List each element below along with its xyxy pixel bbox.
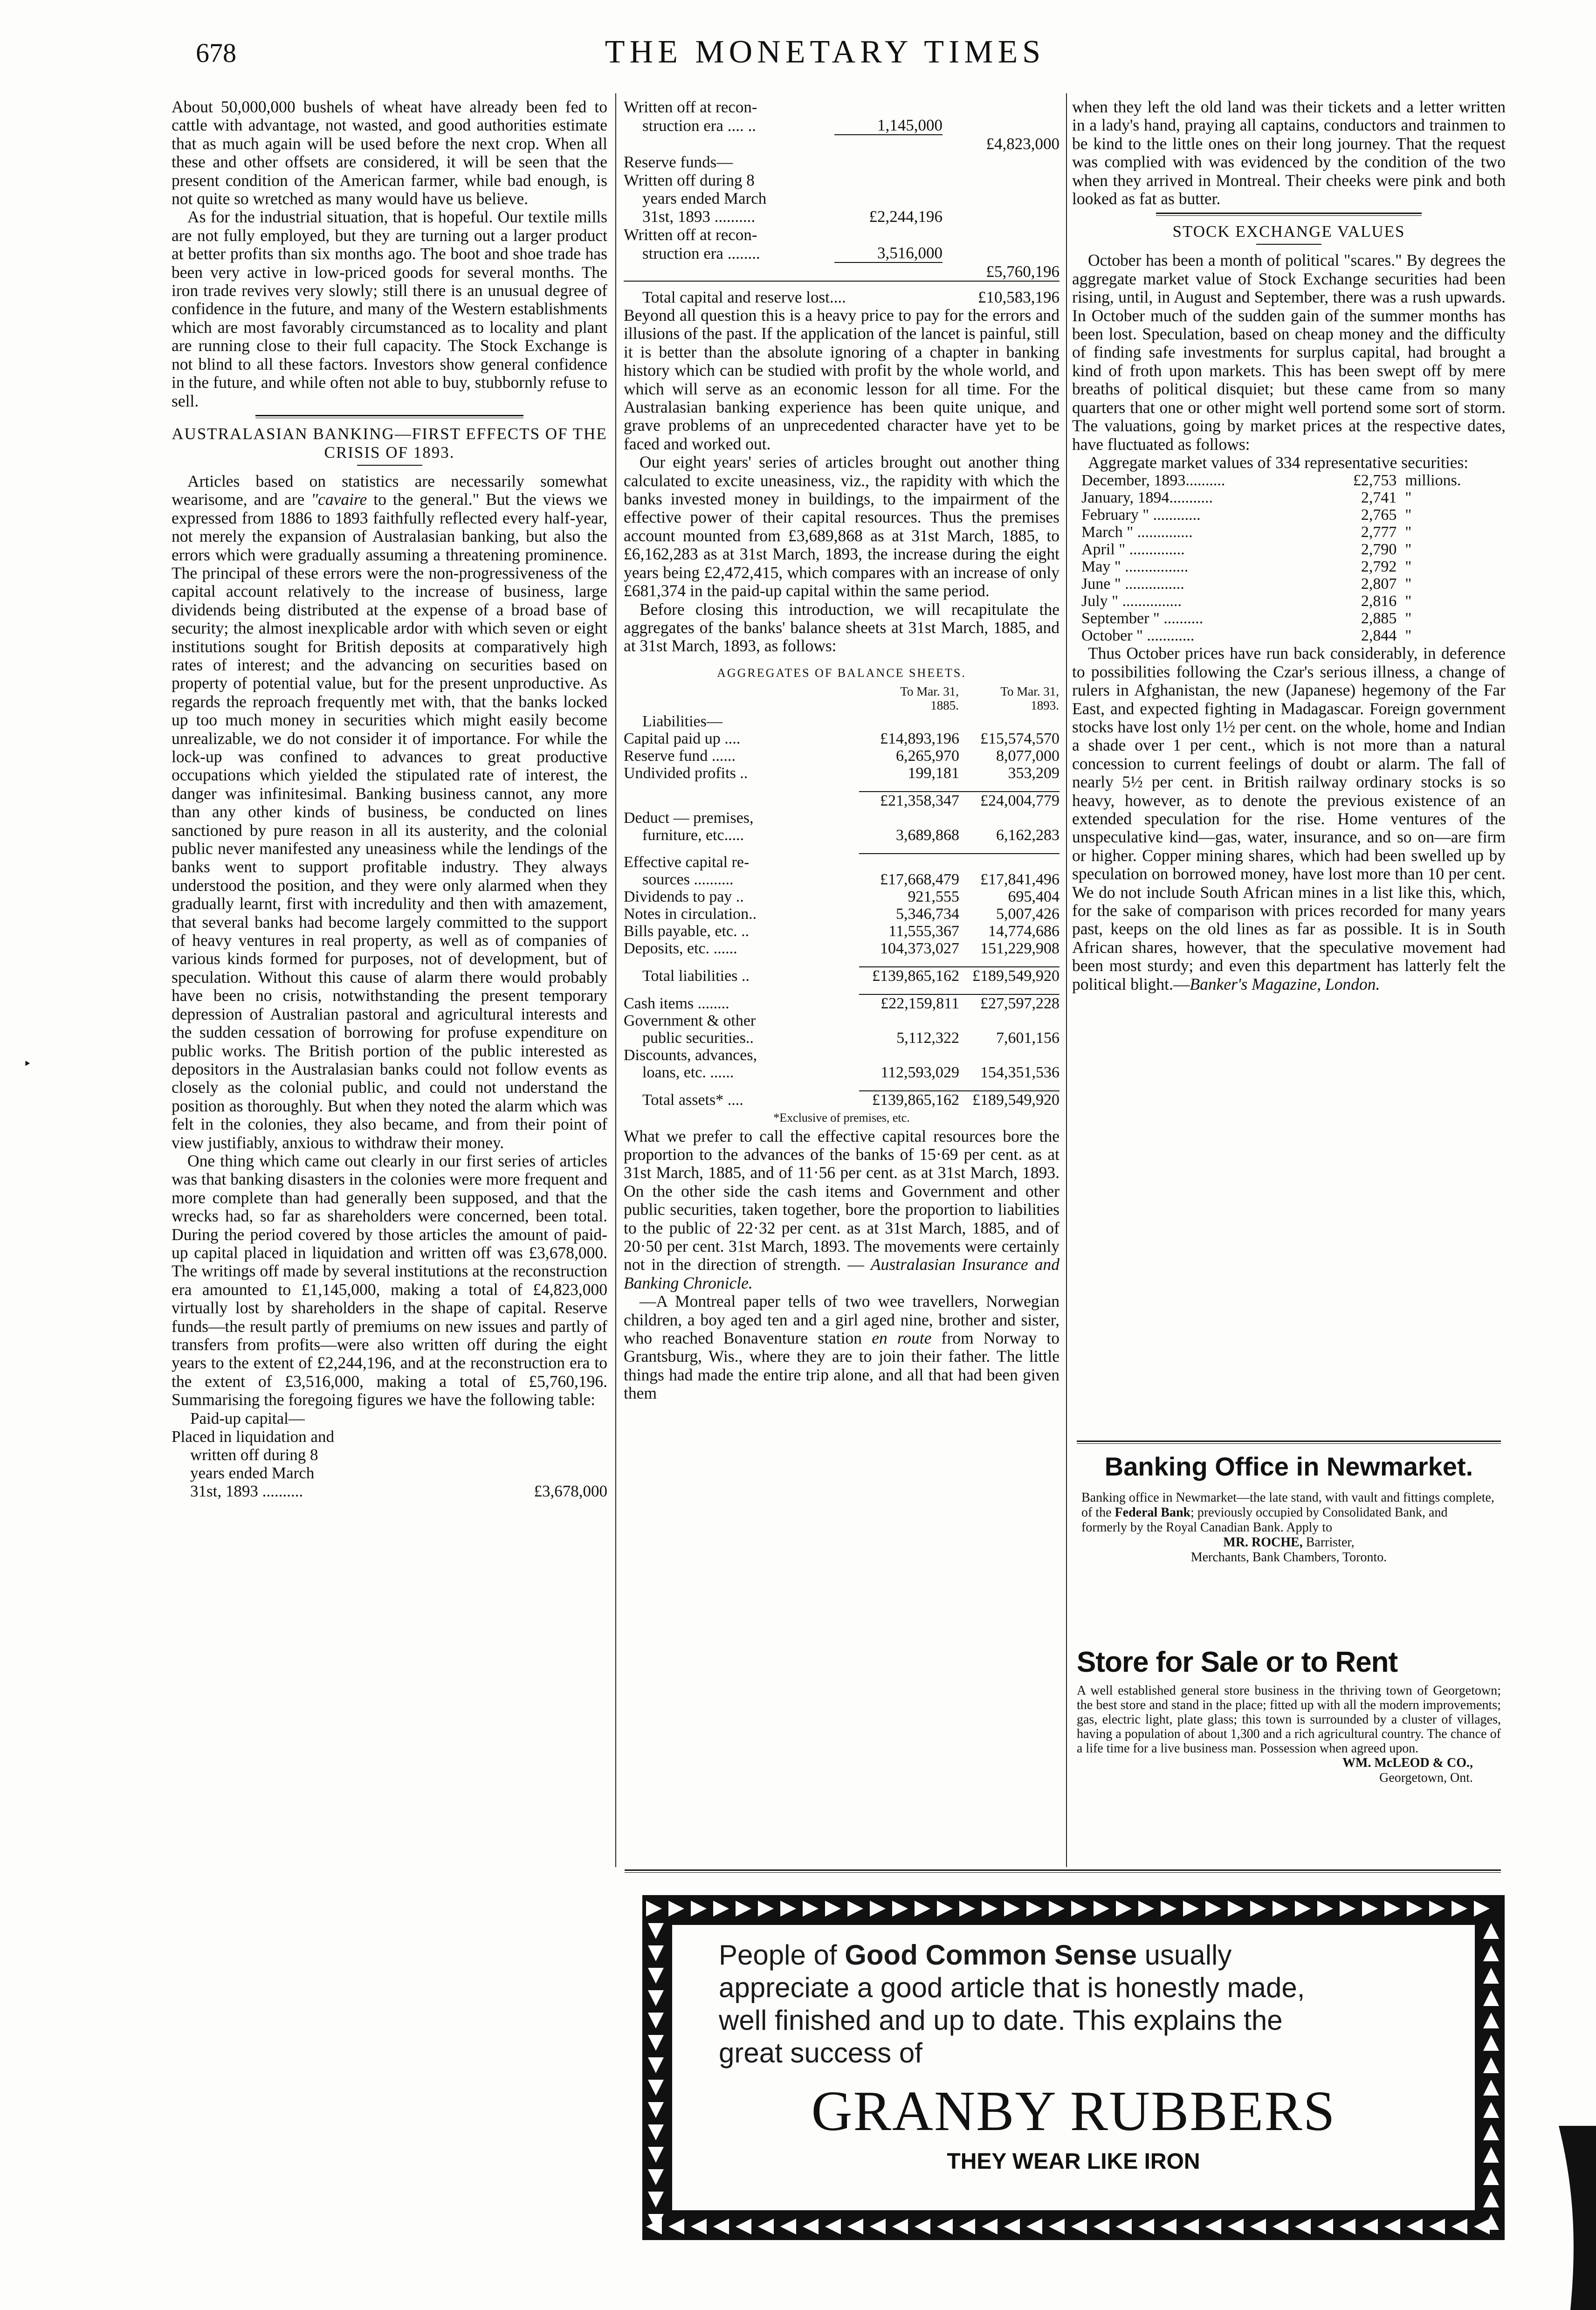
- page-number: 678: [196, 38, 236, 68]
- table-row: Notes in circulation.. 5,346,734 5,007,426: [624, 905, 1059, 923]
- column-rule: [615, 93, 616, 1867]
- article-paragraph: What we prefer to call the effective capital resources bore the proportion to the advances of the banks of 15·69 per cent. as at 31st March, 1885, and of 11·56 per cent. as at 31st March, 1893. On the other side the cash items and Government and other public securities, taken together, bore the proportion to liabilities to the public of 22·32 per cent. as at 31st March, 1885, and of 20·50 per cent. 31st March, 1893. The movements were certainly not in the direction of strength. — Australasian Insurance and Banking Chronicle.: [624, 1126, 1060, 1292]
- section-title: AUSTRALASIAN BANKING—FIRST EFFECTS OF THE CRISIS OF 1893.: [172, 424, 607, 462]
- column-rule: [1066, 93, 1067, 1867]
- article-paragraph: Our eight years' series of articles brought out another thing calculated to excite uneasiness, viz., the rapidity with which the banks invested money in buildings, to the impairment of the effective power of their capital resources. Thus the premises account mounted from £3,689,868 as at 31st March, 1885, to £6,162,283 as at 31st March, 1893, the increase during the eight years being £2,472,415, which compares with an increase of only £681,374 in the paid-up capital within the same period.: [624, 453, 1059, 600]
- binding-edge: [1545, 2126, 1596, 2310]
- ad-address: Merchants, Bank Chambers, Toronto.: [1190, 1550, 1387, 1565]
- table-row: £21,358,347 £24,004,779: [624, 792, 1059, 809]
- table-row: Total liabilities .. £139,865,162 £189,549,920: [642, 967, 1059, 985]
- table-row: October " ............ 2,844 ": [1081, 627, 1412, 645]
- table-row: public securities.. 5,112,322 7,601,156: [642, 1029, 1059, 1047]
- article-paragraph: October has been a month of political "scares." By degrees the aggregate market value of Stock Exchange securities had been rising, until, in August and September, there was a rush upwards. In October much of the sudden gain of the summer months has been lost. Speculation, based on cheap money and the difficulty of finding safe investments for surplus capital, had brought a kind of froth upon markets. This has been swept off by mere breaths of political disquiet; but these came from so many quarters that one or other might well portend some sort of storm. The valuations, going by market prices at the respective dates, have fluctuated as follows:: [1072, 251, 1506, 454]
- article-paragraph: Before closing this introduction, we will recapitulate the aggregates of the banks' balance sheets at 31st March, 1885, and at 31st March, 1893, as follows:: [624, 600, 1059, 655]
- ad-signature: WM. McLEOD & CO.,: [1342, 1756, 1473, 1770]
- balance-sheet-table: To Mar. 31, 1885. To Mar. 31, 1893. Liabilities— Capital paid up .... £14,893,196 £15,574,570 Reserve fund ...... 6,265,970 8,077,000 Undivided profits .. 199,181 353,209 £21,358,347 £24,004,779 Deduct — premises, furniture, etc..... 3,689,868 6,162,283 Effective capital re- sources .......... £17,668,479 £17,841,496 Dividends to pay .. 921,555 695,404 Notes in circulation.. 5,346,734 5,007,426 Bills payable, etc. .. 11,555,367 14,774,686 Deposits, etc. ...... 104,373,027 151,229,908 Total liabilities .. £139,865,162 £189,549,920 Cash items ........ £22,159,811 £27,597,228 Government & other public securities.. 5,112,322 7,601,156 Discounts, advances, loans, etc. ...... 112,593,029 154,351,536 Total assets* .... £139,865,162 £189,549,920: [624, 684, 1059, 1109]
- table-row: Capital paid up .... £14,893,196 £15,574,570: [624, 730, 1059, 748]
- capital-ledger-part1: Paid-up capital— Placed in liquidation and written off during 8 years ended March 31st, 1893 .......... £3,678,000: [172, 1409, 607, 1500]
- capital-ledger-part2: Written off at recon- struction era .... .. 1,145,000 £4,823,000 Reserve funds— Written off during 8 years ended March 31st, 1893 .......... £2,244,196 Written off at recon- struction era ........ 3,516,000 £5,760,196 Total capital and reserve lost.... £10,583,196: [624, 98, 1059, 306]
- section-title: STOCK EXCHANGE VALUES: [1172, 222, 1405, 241]
- table-row: Dividends to pay .. 921,555 695,404: [624, 888, 1059, 906]
- section-divider: [255, 415, 523, 418]
- table-row: April " .............. 2,790 ": [1081, 541, 1412, 559]
- article-paragraph: when they left the old land was their tickets and a letter written in a lady's hand, praying all captains, conductors and trainmen to be kind to the little ones on their long journey. That the request was complied with was evidenced by the condition of the two when they arrived in Montreal. Their cheeks were pink and both looked as fat as butter.: [1072, 97, 1506, 208]
- table-row: September " .......... 2,885 ": [1081, 610, 1412, 627]
- table-row: Bills payable, etc. .. 11,555,367 14,774,686: [624, 923, 1059, 940]
- table-row: furniture, etc..... 3,689,868 6,162,283: [642, 827, 1059, 844]
- ad-title: Banking Office in Newmarket.: [1104, 1452, 1473, 1481]
- column-1: [172, 98, 607, 1500]
- stray-mark: ‣: [23, 1056, 32, 1072]
- table-row: Undivided profits .. 199,181 353,209: [624, 765, 1059, 782]
- title-rule: [357, 465, 422, 466]
- ad-copy: People of Good Common Sense usually appreciate a good article that is honestly made, well finished and up to date. This explains the great success of: [719, 1939, 1305, 2069]
- ad-body: A well established general store business in the thriving town of Georgetown; the best store and stand in the place; fitted up with all the modern improvements; gas, electric light, plate glass; this town is surrounded by a cluster of villages, having a population of about 1,300 and a rich agricultural country. The chance of a life time for a live business man. Possession when agreed upon.: [1077, 1683, 1501, 1756]
- table-row: February " ............ 2,765 ": [1081, 506, 1412, 524]
- table-row: July " ............... 2,816 ": [1081, 593, 1412, 610]
- title-rule: [1256, 244, 1321, 245]
- table-footnote: *Exclusive of premises, etc.: [773, 1111, 910, 1125]
- ad-signature: MR. ROCHE, Barrister,: [1223, 1535, 1355, 1550]
- table-row: loans, etc. ...... 112,593,029 154,351,536: [642, 1064, 1059, 1082]
- ad-place: Georgetown, Ont.: [1379, 1771, 1473, 1785]
- table-row: Cash items ........ £22,159,811 £27,597,228: [624, 995, 1059, 1013]
- balance-table-title: AGGREGATES OF BALANCE SHEETS.: [717, 666, 966, 680]
- article-paragraph: Articles based on statistics are necessarily somewhat wearisome, and are "cavaire to the general." But the views we expressed from 1886 to 1893 faithfully reflected every half-year, not merely the expansion of Australasian banking, but also the errors which were gradually assuming a threatening prominence. The principal of these errors were the non-progressiveness of the capital account relatively to the increase of business, large dividends being distributed at the expense of a broad base of security; the almost inexplicable ardor with which seven or eight institutions sought for British deposits at comparatively high rates of interest; and the advancing on securities based on property of potential value, but for the present unproductive. As regards the reproach frequently met with, that the banks locked up too much money in securities which might easily become unrealizable, we do not consider it of importance. For while the lock-up was confined to advances to great productive occupations which yielded the stipulated rate of interest, the danger was infinitesimal. Banking business cannot, any more than any other kinds of business, be conducted on lines sanctioned by pure reason in all its austerity, and the colonial public never manifested any uneasiness while the lendings of the banks went to support profitable industry. They always understood the position, and they were only alarmed when they gradually learnt, first with incredulity and then with amazement, that several banks had become largely committed to the support of heavy ventures in real property, as well as of companies of various kinds formed for purposes, not of development, but of speculation. Without this cause of alarm there would probably have been no crisis, notwithstanding the present temporary depression of Australian pastoral and agricultural interests and the sudden cessation of borrowing for profuse expenditure on public works. The British portion of the public interested as depositors in the Australasian banks could not follow events as closely as the colonial public, and could not understand the position as thoroughly. But when they noted the alarm which was felt in the colonies, they also became, and from their point of view justifiably, anxious to withdraw their money.: [172, 471, 607, 1152]
- brand-name: GRANBY RUBBERS: [811, 2080, 1336, 2143]
- brand-tagline: THEY WEAR LIKE IRON: [947, 2149, 1200, 2174]
- table-row: May " ................ 2,792 ": [1081, 558, 1412, 576]
- table-row: June " ............... 2,807 ": [1081, 575, 1412, 593]
- table-row: Deposits, etc. ...... 104,373,027 151,229,908: [624, 940, 1059, 958]
- article-paragraph: As for the industrial situation, that is hopeful. Our textile mills are not fully employed, but they are turning out a larger product at better profits than six months ago. The boot and shoe trade has been very active in low-priced goods for several months. The iron trade revives very slowly; still there is an unusual degree of confidence in the future, and many of the Western establishments which are most favorably circumstanced as to locality and plant are running close to their full capacity. The Stock Exchange is not blind to all these factors. Investors show general confidence in the future, and while often not able to buy, stubbornly refuse to sell.: [172, 207, 607, 410]
- table-row: Reserve fund ...... 6,265,970 8,077,000: [624, 747, 1059, 765]
- article-paragraph: About 50,000,000 bushels of wheat have already been fed to cattle with advantage, not wasted, and good authorities estimate that as much again will be used before the next crop. When all these and other offsets are considered, it will be seen that the present condition of the American farmer, while bad enough, is not quite so wretched as many would have us believe.: [172, 97, 607, 208]
- ad-title: Store for Sale or to Rent: [1077, 1646, 1398, 1678]
- table-row: March " .............. 2,777 ": [1081, 524, 1412, 541]
- masthead: THE MONETARY TIMES: [605, 34, 1046, 70]
- ad-body: Banking office in Newmarket—the late stand, with vault and fittings complete, of the Federal Bank; previously occupied by Consolidated Bank, and formerly by the Royal Canadian Bank. Apply to MR. ROCHE, Barrister, Merchants, Bank Chambers, Toronto.: [1077, 1481, 1501, 1565]
- granby-rubbers-ad: [642, 1895, 1505, 2240]
- ad-panel: [672, 1925, 1475, 2210]
- article-paragraph: Aggregate market values of 334 representative securities:: [1088, 453, 1469, 472]
- page-header: [196, 34, 1454, 79]
- article-paragraph: Beyond all question this is a heavy price to pay for the errors and illusions of the past. If the application of the lancet is painful, still it is better than the absolute ignoring of a chapter in banking history which can be studied with profit by the whole world, and which will serve as an economic lesson for all time. For the Australasian banking experience has been quite unique, and grave problems of an unprecedented character have yet to be faced and worked out.: [624, 306, 1059, 453]
- table-row: Total assets* .... £139,865,162 £189,549,920: [642, 1091, 1059, 1109]
- market-values-table: [1081, 472, 1498, 644]
- store-sale-ad: [1077, 1646, 1501, 1786]
- table-row: December, 1893.......... £2,753 millions.: [1081, 472, 1461, 490]
- table-row: January, 1894........... 2,741 ": [1081, 489, 1412, 507]
- column-3: [1072, 98, 1506, 993]
- banking-office-ad: [1077, 1441, 1501, 1565]
- table-row: sources .......... £17,668,479 £17,841,496: [642, 871, 1059, 889]
- article-paragraph: Thus October prices have run back considerably, in deference to possibilities following the Czar's serious illness, a change of rulers in Afghanistan, the new (Japanese) hegemony of the Far East, and expected fighting in Madagascar. Foreign government stocks have lost only 1½ per cent. on the whole, home and Indian a shade over 1 per cent., which is not more than a natural concession to current feelings of doubt or alarm. The fall of nearly 5½ per cent. in British railway ordinary stocks is so heavy, however, as to denote the previous existence of an extended speculation for the rise. Home ventures of the unspeculative kind—gas, water, insurance, and so on—are firm or higher. Copper mining shares, which had been swelled up by speculation on borrowed money, have lost more than 10 per cent. We do not include South African mines in a list like this, which, for the sake of comparison with prices recorded for many years past, keeps on the old lines as far as possible. It is in South African shares, however, that the speculative movement had been most sturdy; and even this department has latterly felt the political blight.—Banker's Magazine, London.: [1072, 644, 1506, 993]
- article-paragraph: One thing which came out clearly in our first series of articles was that banking disasters in the colonies were more frequent and more complete than had generally been supposed, and that the wrecks had, so far as shareholders were concerned, been total. During the period covered by those articles the amount of paid-up capital placed in liquidation and written off was £3,678,000. The writings off made by several institutions at the reconstruction era amounted to £1,145,000, making a total of £4,823,000 virtually lost by shareholders in the shape of capital. Reserve funds—the result partly of premiums on new issues and partly of transfers from profits—were also written off during the eight years to the extent of £2,244,196, and at the reconstruction era to the extent of £3,516,000, making a total of £5,760,196. Summarising the foregoing figures we have the following table:: [172, 1151, 607, 1409]
- section-divider: [1156, 213, 1422, 216]
- ad-divider: [1077, 1441, 1501, 1444]
- ad-divider: [625, 1869, 1501, 1873]
- column-2: [624, 98, 1059, 1403]
- article-paragraph: —A Montreal paper tells of two wee travellers, Norwegian children, a boy aged ten and a girl aged nine, brother and sister, who reached Bonaventure station en route from Norway to Grantsburg, Wis., where they are to join their father. The little things had made the entire trip alone, and all that had been given them: [624, 1292, 1059, 1403]
